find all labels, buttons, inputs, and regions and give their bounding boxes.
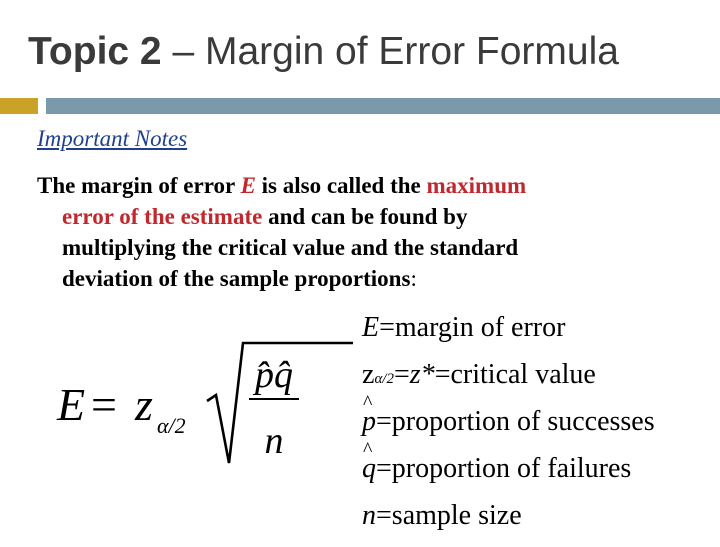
title-accent-bar xyxy=(0,98,38,114)
notes-heading: Important Notes xyxy=(37,126,188,151)
formula-z-subscript: α/2 xyxy=(157,413,186,438)
notes-paragraph xyxy=(37,170,677,294)
definition-equals: = xyxy=(376,406,392,437)
definition-text: proportion of successes xyxy=(391,406,655,437)
notes-text: and can be found by xyxy=(262,204,468,229)
title-rest: – Margin of Error Formula xyxy=(161,30,619,73)
definition-equals: = xyxy=(376,500,392,531)
variable-e: E xyxy=(240,173,256,198)
definitions-list xyxy=(362,312,718,547)
definition-equals: = xyxy=(393,359,410,390)
definition-symbol: ^ p xyxy=(362,406,376,438)
notes-text: is also called the xyxy=(255,173,427,198)
definition-symbol: E xyxy=(362,312,380,343)
definition-symbol: ^ q xyxy=(362,453,376,485)
definition-equals: = xyxy=(376,453,392,484)
title-topic: Topic 2 xyxy=(28,30,162,73)
notes-line-3: multiplying the critical value and the standard xyxy=(62,235,519,260)
notes-text: deviation of the sample proportions xyxy=(62,266,411,291)
definition-row xyxy=(362,453,718,500)
definition-text: proportion of failures xyxy=(391,453,632,484)
notes-line-4 xyxy=(37,263,677,294)
definition-row xyxy=(362,406,718,453)
definition-equals: = xyxy=(379,312,395,343)
definition-row xyxy=(362,359,718,406)
definition-text: margin of error xyxy=(394,312,566,343)
notes-line-2 xyxy=(37,201,677,232)
highlight-text: error of the estimate xyxy=(62,204,263,229)
definition-symbol: z xyxy=(362,359,375,390)
formula-equals: = xyxy=(91,379,117,430)
definition-row xyxy=(362,312,718,359)
definition-symbol-2: z* xyxy=(409,359,435,390)
definition-text: sample size xyxy=(391,500,522,531)
highlight-text: maximum xyxy=(426,173,527,198)
formula-denominator: n xyxy=(264,420,284,462)
formula-lhs: E xyxy=(57,379,86,430)
definition-subscript: α/2 xyxy=(374,371,394,387)
notes-text: The margin of error xyxy=(37,173,241,198)
definition-equals: = xyxy=(434,359,451,390)
slide-title xyxy=(28,30,619,74)
formula-numerator: p̂q̂ xyxy=(255,354,293,396)
title-divider-bar xyxy=(46,98,720,114)
notes-line-1 xyxy=(37,170,677,201)
definition-symbol: n xyxy=(362,500,376,531)
margin-of-error-formula xyxy=(55,335,355,475)
definition-text: critical value xyxy=(450,359,596,390)
formula-z: z xyxy=(135,379,153,430)
notes-colon: : xyxy=(410,266,417,291)
